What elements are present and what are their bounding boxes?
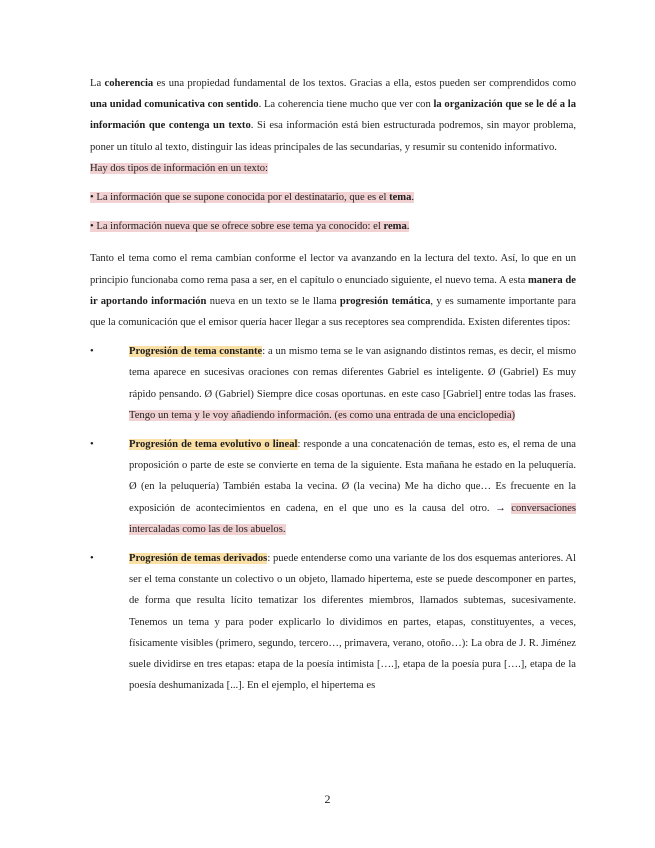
bullet-marker: • <box>90 346 94 358</box>
highlighted-note: Tengo un tema y le voy añadiendo información. (es como una entrada de una enciclopedia) <box>129 409 516 421</box>
text-run: • La información que se supone conocida por el destinatario, que es el <box>90 192 390 204</box>
bold-term: tema <box>389 192 412 204</box>
bullet-marker: • <box>90 439 94 451</box>
list-item-derived <box>90 548 576 696</box>
text-run: . <box>411 192 415 204</box>
text-run: La <box>90 78 105 89</box>
info-bullet-tema <box>90 187 576 208</box>
list-item-linear <box>90 434 576 540</box>
list-item-title: Progresión de tema evolutivo o lineal <box>129 439 298 451</box>
text-run: • La información nueva que se ofrece sobre ese tema ya conocido: el <box>90 221 384 233</box>
bold-term: la organización que se le dé a la información que contenga un texto <box>90 99 576 132</box>
text-run: : puede entenderse como una variante de los dos esquemas anteriores. Al ser el tema constante un colectivo o un objeto, llamado hipertema, este se puede descomponer en partes, de forma que resulta lícito tematizar los diferentes miembros, llamados subtemas, sucesivamente. Tenemos un tema y para poder explicarlo lo dividimos en partes, etapas, constituyentes, a veces, físicamente visibles (primero, segundo, tercero…, primavera, verano, otoño…): La obra de J. R. Jiménez suele dividirse en tres etapas: etapa de la poesía intimista [….], etapa de la poesía pura [….], etapa de la poesía deshumanizada [...]. En el ejemplo, el hipertema es <box>129 553 576 692</box>
highlighted-note: conversaciones intercaladas como las de los abuelos. <box>129 502 576 535</box>
progression-paragraph <box>90 248 576 333</box>
text-run: : a un mismo tema se le van asignando distintos remas, es decir, el mismo tema aparece en sucesivas oraciones con remas diferentes Gabriel es inteligente. Ø (Gabriel) Es muy rápido pensando. Ø (Gabriel) Siempre dice cosas oportunas. en este caso [Gabriel] entre todas las frases. <box>129 346 576 400</box>
list-item-title: Progresión de tema constante <box>129 346 263 358</box>
text-run: nueva en un texto se le llama <box>206 295 340 307</box>
text-run: . Si esa información está bien estructurada podremos, sin mayor problema, poner un título al texto, distinguir las ideas principales de las secundarias, y resumir su contenido informativo. <box>90 120 576 153</box>
bold-term: progresión temática <box>339 295 431 307</box>
types-intro <box>90 158 576 179</box>
bold-term: manera de ir aportando información <box>90 274 576 307</box>
list-item-title: Progresión de temas derivados <box>129 553 268 565</box>
list-item-constant <box>90 341 576 426</box>
text-run: es una propiedad fundamental de los textos. Gracias a ella, estos pueden ser comprendidos como <box>153 78 576 89</box>
bullet-marker: • <box>90 553 94 565</box>
text-run: . <box>406 221 410 233</box>
highlighted-text: Hay dos tipos de información en un texto: <box>90 162 268 174</box>
page-number: 2 <box>324 792 331 806</box>
info-bullet-rema <box>90 216 576 237</box>
bold-term: rema <box>383 221 407 233</box>
text-run: Tanto el tema como el rema cambian conforme el lector va avanzando en la lectura del texto. Así, lo que en un principio funcionaba como rema pasa a ser, en el capítulo o enunciado siguiente, el nuevo tema. A esta <box>90 253 576 286</box>
bold-term: coherencia <box>104 78 154 89</box>
text-run: : responde a una concatenación de temas, esto es, el rema de una proposición o parte de este se convierte en tema de la siguiente. Esta mañana he estado en la peluquería. Ø (en la peluquería) También estaba la vecina. Ø (la vecina) Me ha dicho que… Es frecuente en la exposición de acontecimientos en cadena, en el que uno es la causa del otro. → <box>129 439 576 514</box>
bold-term: una unidad comunicativa con sentido <box>90 99 259 111</box>
intro-paragraph <box>90 73 576 158</box>
highlighted-text <box>90 221 409 232</box>
text-run: , y es sumamente importante para que la comunicación que el emisor quería hacer llegar a sus receptores sea comprendida. Existen diferentes tipos: <box>90 295 576 329</box>
text-run: . La coherencia tiene mucho que ver con <box>258 99 434 111</box>
highlighted-text <box>90 192 414 203</box>
page-content <box>90 73 576 696</box>
